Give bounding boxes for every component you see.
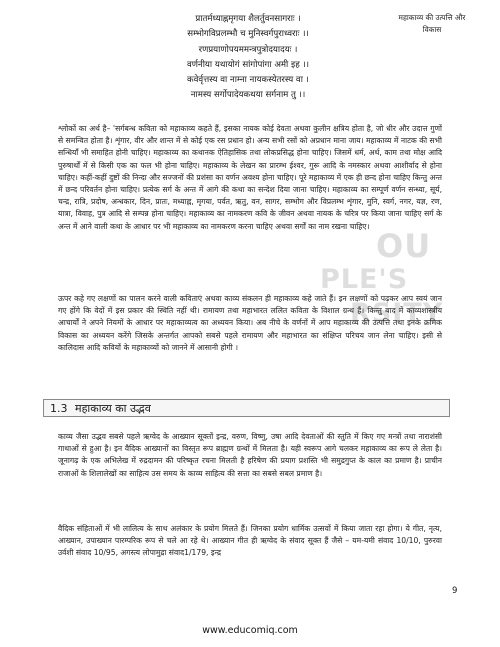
watermark-line-1: OU [376,227,432,265]
margin-note-line: महाकाव्य की उत्पत्ति और [398,13,466,22]
footer-url: www.educomiq.com [202,625,298,636]
watermark-line-2: PLE'S [320,264,409,295]
margin-note-line: विकास [422,25,442,34]
verse-line: नामस्य सर्गोपादेयकथया सर्गनाम तु ।। [190,90,306,101]
verse-line: प्रातर्मध्याह्नमृगया शैलर्तुवनसागराः । [195,14,301,24]
section-number: 1.3 [50,402,68,415]
verse-line: कवेर्वृत्तस्य वा नाम्ना नायकस्येतरस्य वा । [187,75,309,86]
page-number: 9 [452,586,458,596]
paragraph-origin: काव्य जैसा उद्भव सबसे पहले ऋग्वेद के आख्यान सूक्तों इन्द्र, वरुण, विष्णु, उषा आदि देवताओं की स्तुति में किए गए मन्त्रों तथा नाराशंसी गाथाओं से हुआ है। इन वैदिक आख्यानों का विस्तृत रूप ब्राह्मण ग्रन्थों में मिलता है। यही स्वरूप आगे चलकर महाकाव्य का रूप ले लेता है। जूनागढ़ के एक अभिलेख में रुद्रदामन की परिष्कृत रचना मिलती है हरिषेण की प्रयाग प्रशस्ति भी समुद्रगुप्त के काल का प्रमाण है। प्राचीन राजाओं के शिलालेखों का साहित्य उस समय के काव्य साहित्य की सत्ता का सबसे सबल प्रमाण है। [58,432,442,478]
verse-line: वर्णनीया यथायोगं सांगोपांगा अमी इह ।। [186,59,310,70]
verse-line: रणप्रयाणोपयममन्त्रपुत्रोदयादयः । [198,44,298,55]
paragraph-definition: श्लोकों का अर्थ है– 'सर्गबन्ध कविता को महाकाव्य कहते हैं, इसका नायक कोई देवता अथवा कुलीन क्षत्रिय होता है, जो धीर और उदात्त गुणों से समन्वित होता है। शृंगार, वीर और शान्त में से कोई एक रस प्रधान हो। अन्य सभी रसों को अप्रधान माना जाय। महाकाव्य में नाटक की सभी सन्धियाँ भी समाहित होनी चाहिए। महाकाव्य का कथानक ऐतिहासिक तथा लोकप्रसिद्ध होना चाहिए। जिसमें धर्म, अर्थ, काम तथा मोक्ष आदि पुरुषार्थों में से किसी एक का फल भी होना चाहिए। महाकाव्य के लेखन का प्रारम्भ ईश्वर, गुरू आदि के नमस्कार अथवा आशीर्वाद से होना चाहिए। कहीं-कहीं दुष्टों की निन्दा और सज्जनों की प्रशंसा का वर्णन अवश्य होना चाहिए। पूरे महाकाव्य में एक ही छन्द होना चाहिए किन्तु अन्त में छन्द परिवर्तन होना चाहिए। प्रत्येक सर्ग के अन्त में आगे की कथा का सन्देश दिया जाना चाहिए। महाकाव्य का सम्पूर्ण वर्णन सन्ध्या, सूर्य, चन्द्र, रात्रि, प्रदोष, अन्धकार, दिन, प्रातः, मध्याह्न, मृगया, पर्वत, ऋतु, वन, सागर, सम्भोग और विप्रलम्भ शृंगार, मुनि, स्वर्ग, नगर, यज्ञ, रण, यात्रा, विवाह, पुत्र आदि से सम्पन्न होना चाहिए। महाकाव्य का नामकरण कवि के जीवन अथवा नायक के चरित्र पर किया जाना चाहिए सर्ग के अन्त में आने वाली कथा के आधार पर भी महाकाव्य का नामकरण करना चाहिए अथवा सर्गों का नाम रखना चाहिए। [58,124,442,231]
sanskrit-verse [128,12,368,104]
section-title: महाकाव्य का उद्भव [75,402,151,415]
paragraph-vedic: वैदिक संहिताओं में भी लालित्य के साथ अलंकार के प्रयोग मिलते हैं। जिनका प्रयोग धार्मिक उत्सवों में किया जाता रहा होगा। ये गीत, नृत्य, आख्यान, उपाख्यान पारम्परिक रूप से चले आ रहे थे। आख्यान गीत ही ऋग्वेद के संवाद सूक्त हैं जैसे – यम-यमी संवाद 10/10, पुरुरवा उर्वशी संवाद 10/95, अगस्त्य लोपामुद्रा संवाद1/179, इन्द्र [58,524,442,558]
margin-note [386,12,478,36]
paragraph-introduction: ऊपर कहे गए लक्षणों का पालन करने वाली कविताएं अथवा काव्य संकलन ही महाकाव्य कहे जाते हैं। इन लक्षणों को पढ़कर आप स्वयं जान गए होंगे कि वेदों में इस प्रकार की स्थिति नहीं थी। रामायण तथा महाभारत ललित कविता के विशाल ग्रन्थ हैं। किन्तु बाद में काव्यशास्त्रीय आचार्यों ने अपने नियमों के आधार पर महाकाव्यत्व का अध्ययन किया। अब नीचे के वर्णनों में आप महाकाव्य की उत्पत्ति तथा इनके क्रमिक विकास का अध्ययन करेंगे जिसके अन्तर्गत आपको सबसे पहले रामायण और महाभारत का संक्षिप्त परिचय जान लेना चाहिए। इसी से कालिदास आदि कवियों के महाकाव्यों को जानने में आसानी होगी । [58,294,442,352]
verse-line: सम्भोगविप्रलम्भौ च मुनिस्वर्गपुराध्वराः ।। [187,29,309,40]
watermark-line-3: RSITY [350,298,444,329]
section-heading [43,399,450,417]
